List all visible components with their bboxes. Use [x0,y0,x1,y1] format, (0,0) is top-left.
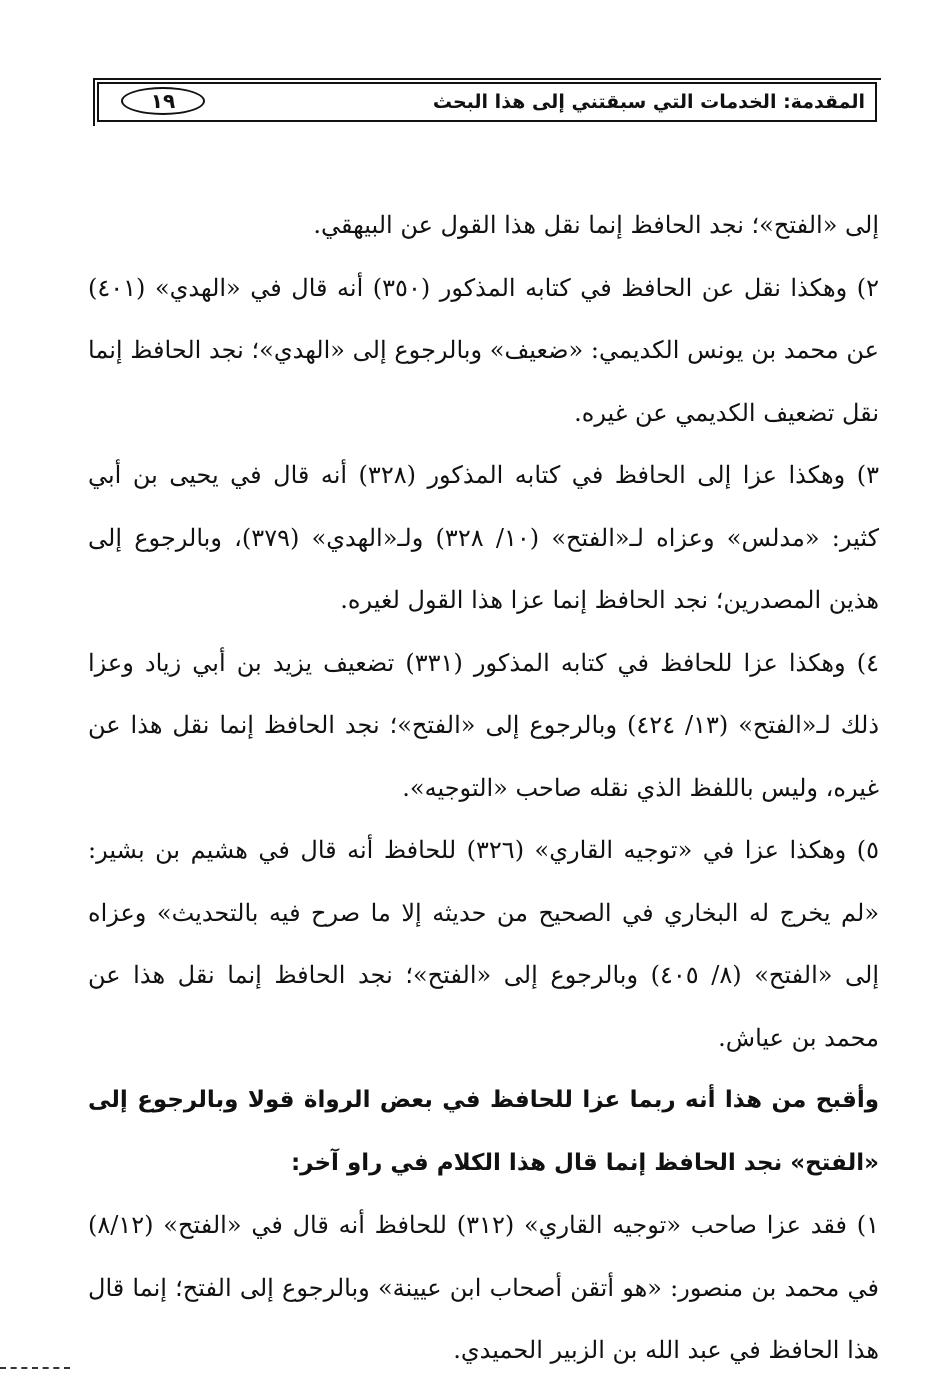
paragraph-continuation: إلى «الفتح»؛ نجد الحافظ إنما نقل هذا القول عن البيهقي. [313,211,879,239]
paragraph-item-2: ٢) وهكذا نقل عن الحافظ في كتابه المذكور (٣٥٠) أنه قال في «الهدي» (٤٠١) عن محمد بن يونس الكديمي: «ضعيف» وبالرجوع إلى «الهدي»؛ نجد الحافظ إنما نقل تضعيف الكديمي عن غيره. [88,273,879,427]
paragraph-item-5: ٥) وهكذا عزا في «توجيه القاري» (٣٢٦) للحافظ أنه قال في هشيم بن بشير: «لم يخرج له البخاري في الصحيح من حديثه إلا ما صرح فيه بالتحديث» وعزاه إلى «الفتح» (٨/ ٤٠٥) وبالرجوع إلى «الفتح»؛ نجد الحافظ إنما نقل هذا عن محمد بن عياش. [88,836,879,1052]
paragraph-item-4: ٤) وهكذا عزا للحافظ في كتابه المذكور (٣٣١) تضعيف يزيد بن أبي زياد وعزا ذلك لـ«الفتح» (١٣/ ٤٢٤) وبالرجوع إلى «الفتح»؛ نجد الحافظ إنما نقل هذا عن غيره، وليس باللفظ الذي نقله صاحب «التوجيه». [88,648,880,802]
paragraph-item-3: ٣) وهكذا عزا إلى الحافظ في كتابه المذكور (٣٢٨) أنه قال في يحيى بن أبي كثير: «مدلس» وعزاه لـ«الفتح» (١٠/ ٣٢٨) ولـ«الهدي» (٣٧٩)، وبالرجوع إلى هذين المصدرين؛ نجد الحافظ إنما عزا هذا القول لغيره. [88,461,880,614]
body-text [88,194,879,1382]
header-title: المقدمة: الخدمات التي سبقتني إلى هذا البحث [432,91,865,113]
running-header [97,82,877,122]
page-number: ١٩ [121,87,205,115]
paragraph-item-1b: ١) فقد عزا صاحب «توجيه القاري» (٣١٢) للحافظ أنه قال في «الفتح» (٨/١٢) في محمد بن منصور: «هو أتقن أصحاب ابن عيينة» وبالرجوع إلى الفتح؛ إنما قال هذا الحافظ في عبد الله بن الزبير الحميدي. [88,1211,880,1364]
bottom-dashed-rule [0,1367,70,1369]
paragraph-bold-intro: وأقبح من هذا أنه ربما عزا للحافظ في بعض الرواة قولا وبالرجوع إلى «الفتح» نجد الحافظ إنما قال هذا الكلام في راو آخر: [88,1087,879,1176]
